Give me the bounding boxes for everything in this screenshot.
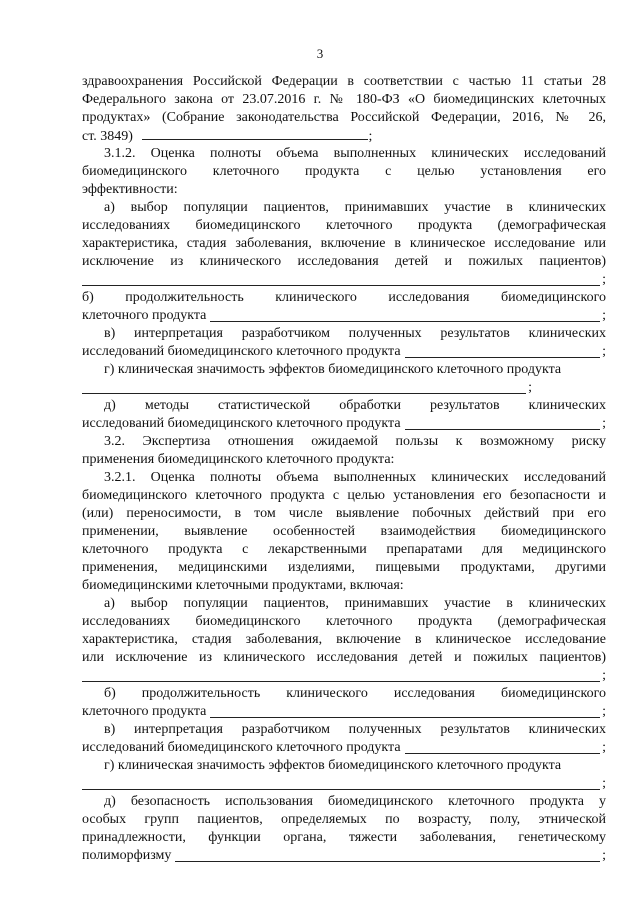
- line-end: ;: [602, 776, 606, 791]
- section-heading: 3.2.1. Оценка полноты объема выполненных клинических исследований: [104, 470, 606, 485]
- fill-in-blank: [175, 848, 600, 862]
- blank-line: [82, 775, 606, 792]
- text-line: (или) переносимости, в том числе выявление побочных действий при его: [82, 506, 606, 521]
- text-fragment: клеточного продукта: [82, 704, 207, 719]
- text-fragment: полиморфизму: [82, 848, 172, 863]
- text-line: продуктах» (Собрание законодательства Российской Федерации, 2016, № 26,: [82, 110, 606, 125]
- list-item-b: б) продолжительность клинического исследования биомедицинского: [104, 686, 606, 701]
- text-line: характеристика, стадия заболевания, включение в клиническое исследование или: [82, 236, 606, 251]
- line-end: ;: [602, 740, 606, 755]
- text-fragment: исследований биомедицинского клеточного продукта: [82, 740, 401, 755]
- fill-in-blank: [405, 416, 601, 430]
- text-line: исследованиях биомедицинского клеточного продукта (демографическая: [82, 614, 606, 629]
- text-line: принадлежности, функции органа, тяжести заболевания, генетическому: [82, 830, 606, 845]
- fill-in-blank: [210, 308, 600, 322]
- page-number: 3: [316, 46, 324, 61]
- text-line: применения биомедицинского клеточного продукта:: [82, 452, 395, 467]
- list-item-a: а) выбор популяции пациентов, принимавших участие в клинических: [104, 596, 606, 611]
- text-line: биомедицинского клеточного продукта с целью установления его безопасности и: [82, 488, 606, 503]
- text-fragment: исследований биомедицинского клеточного продукта: [82, 344, 401, 359]
- list-item-g: г) клиническая значимость эффектов биомедицинского клеточного продукта: [104, 758, 562, 773]
- line-end: ;: [602, 848, 606, 863]
- text-line: исследованиях биомедицинского клеточного продукта (демографическая: [82, 218, 606, 233]
- text-line-with-blank: [82, 307, 606, 324]
- blank-line: [82, 271, 606, 288]
- list-item-a: а) выбор популяции пациентов, принимавших участие в клинических: [104, 200, 606, 215]
- text-line-with-blank: [82, 127, 606, 145]
- fill-in-blank: [82, 776, 600, 790]
- text-line: здравоохранения Российской Федерации в соответствии с частью 11 статьи 28: [82, 74, 606, 89]
- list-item-d: д) безопасность использования биомедицинского клеточного продукта у: [104, 794, 606, 809]
- fill-in-blank: [142, 127, 368, 140]
- text-line: биомедицинского клеточного продукта с целью установления его: [82, 164, 606, 179]
- text-fragment: ст. 3849): [82, 129, 133, 144]
- list-item-b: б) продолжительность клинического исследования биомедицинского: [82, 290, 606, 305]
- text-line-with-blank: [82, 739, 606, 756]
- text-line-with-blank: [82, 703, 606, 720]
- fill-in-blank: [210, 704, 600, 718]
- line-end: ;: [602, 704, 606, 719]
- text-fragment: исследований биомедицинского клеточного продукта: [82, 416, 401, 431]
- text-line: применения, медицинскими изделиями, пищевыми продуктами, другими: [82, 560, 606, 575]
- text-line: Федерального закона от 23.07.2016 г. № 180-ФЗ «О биомедицинских клеточных: [82, 92, 606, 107]
- text-line: биомедицинскими клеточными продуктами, включая:: [82, 578, 404, 593]
- text-line-with-blank: [82, 847, 606, 864]
- section-heading: 3.2. Экспертиза отношения ожидаемой пользы к возможному риску: [104, 434, 606, 449]
- line-end: ;: [602, 416, 606, 431]
- list-item-v: в) интерпретация разработчиком полученных результатов клинических: [104, 326, 606, 341]
- text-line: эффективности:: [82, 182, 178, 197]
- text-line-with-blank: [82, 343, 606, 360]
- blank-line: [82, 379, 532, 396]
- fill-in-blank: [405, 344, 601, 358]
- line-end: ;: [602, 272, 606, 287]
- fill-in-blank: [82, 380, 526, 394]
- fill-in-blank: [82, 272, 600, 286]
- text-line: исключение из клинического исследования детей и пожилых пациентов): [82, 254, 606, 269]
- text-line: применении, выявление особенностей взаимодействия биомедицинского: [82, 524, 606, 539]
- line-end: ;: [528, 380, 532, 395]
- line-end: ;: [602, 344, 606, 359]
- line-end: ;: [368, 129, 373, 144]
- list-item-g: г) клиническая значимость эффектов биомедицинского клеточного продукта: [104, 362, 562, 377]
- text-line-with-blank: [82, 415, 606, 432]
- list-item-d: д) методы статистической обработки результатов клинических: [104, 398, 606, 413]
- text-line: клеточного продукта с лекарственными препаратами для медицинского: [82, 542, 606, 557]
- line-end: ;: [602, 308, 606, 323]
- list-item-v: в) интерпретация разработчиком полученных результатов клинических: [104, 722, 606, 737]
- text-line: характеристика, стадия заболевания, включение в клиническое исследование: [82, 632, 606, 647]
- fill-in-blank: [405, 740, 601, 754]
- text-line: особых групп пациентов, определяемых по возрасту, полу, этнической: [82, 812, 606, 827]
- text-line: или исключение из клинического исследования детей и пожилых пациентов): [82, 650, 606, 665]
- section-heading: 3.1.2. Оценка полноты объема выполненных клинических исследований: [104, 146, 606, 161]
- blank-line: [82, 667, 606, 684]
- fill-in-blank: [82, 668, 600, 682]
- text-fragment: клеточного продукта: [82, 308, 207, 323]
- line-end: ;: [602, 668, 606, 683]
